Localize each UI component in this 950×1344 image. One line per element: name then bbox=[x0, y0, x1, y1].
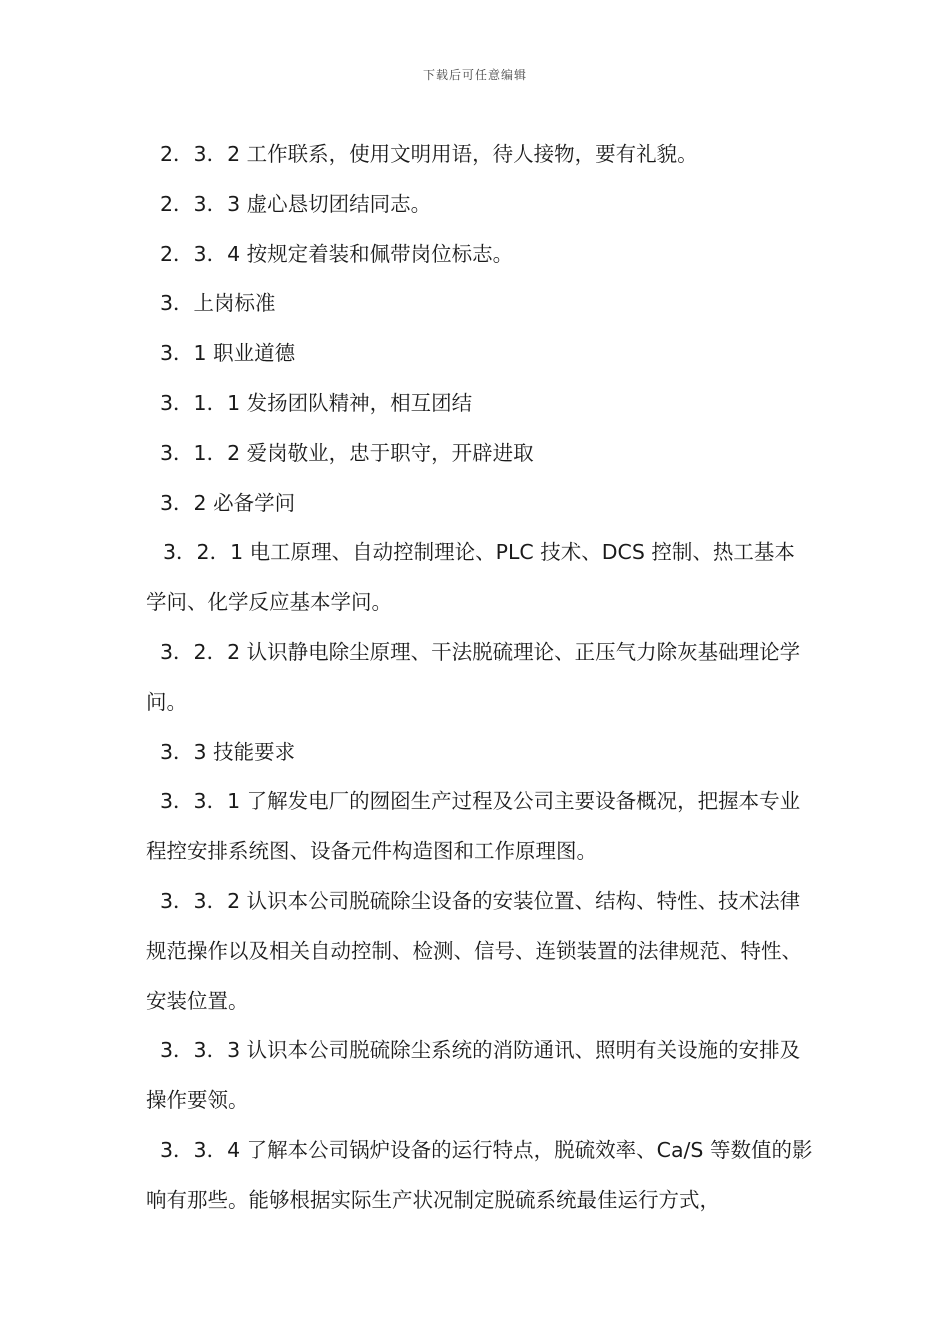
paragraph-3-3-1: 3．3．1 了解发电厂的囫囵生产过程及公司主要设备概况，把握本专业程控安排系统图、设备元件构造图和工作原理图。 bbox=[146, 789, 801, 864]
heading-3-2: 3．2 必备学问 bbox=[160, 490, 296, 515]
paragraph-3-1-2: 3．1．2 爱岗敬业，忠于职守，开辟进取 bbox=[160, 440, 534, 465]
heading-3: 3．上岗标准 bbox=[160, 291, 276, 316]
paragraph-3-3-3: 3．3．3 认识本公司脱硫除尘系统的消防通讯、照明有关设施的安排及操作要领。 bbox=[146, 1038, 801, 1113]
paragraph-2-3-3: 2．3．3 虚心恳切团结同志。 bbox=[160, 191, 432, 216]
paragraph-3-3-4: 3．3．4 了解本公司锅炉设备的运行特点，脱硫效率、Ca/S 等数值的影响有那些。能够根据实际生产状况制定脱硫系统最佳运行方式， bbox=[146, 1137, 813, 1212]
heading-3-1: 3．1 职业道德 bbox=[160, 341, 296, 366]
document-body bbox=[146, 130, 814, 1226]
paragraph-3-3-2: 3．3．2 认识本公司脱硫除尘设备的安装位置、结构、特性、技术法律规范操作以及相关自动控制、检测、信号、连锁装置的法律规范、特性、安装位置。 bbox=[146, 888, 802, 1013]
heading-3-3: 3．3 技能要求 bbox=[160, 739, 296, 764]
paragraph-2-3-4: 2．3．4 按规定着装和佩带岗位标志。 bbox=[160, 241, 514, 266]
paragraph-3-2-2: 3．2．2 认识静电除尘原理、干法脱硫理论、正压气力除灰基础理论学问。 bbox=[146, 639, 801, 714]
paragraph-3-2-1: 3．2．1 电工原理、自动控制理论、PLC 技术、DCS 控制、热工基本学问、化学反应基本学问。 bbox=[146, 540, 795, 615]
paragraph-2-3-2: 2．3．2 工作联系，使用文明用语，待人接物，要有礼貌。 bbox=[160, 142, 698, 166]
paragraph-3-1-1: 3．1．1 发扬团队精神，相互团结 bbox=[160, 390, 473, 415]
page-header: 下载后可任意编辑 bbox=[422, 68, 527, 82]
